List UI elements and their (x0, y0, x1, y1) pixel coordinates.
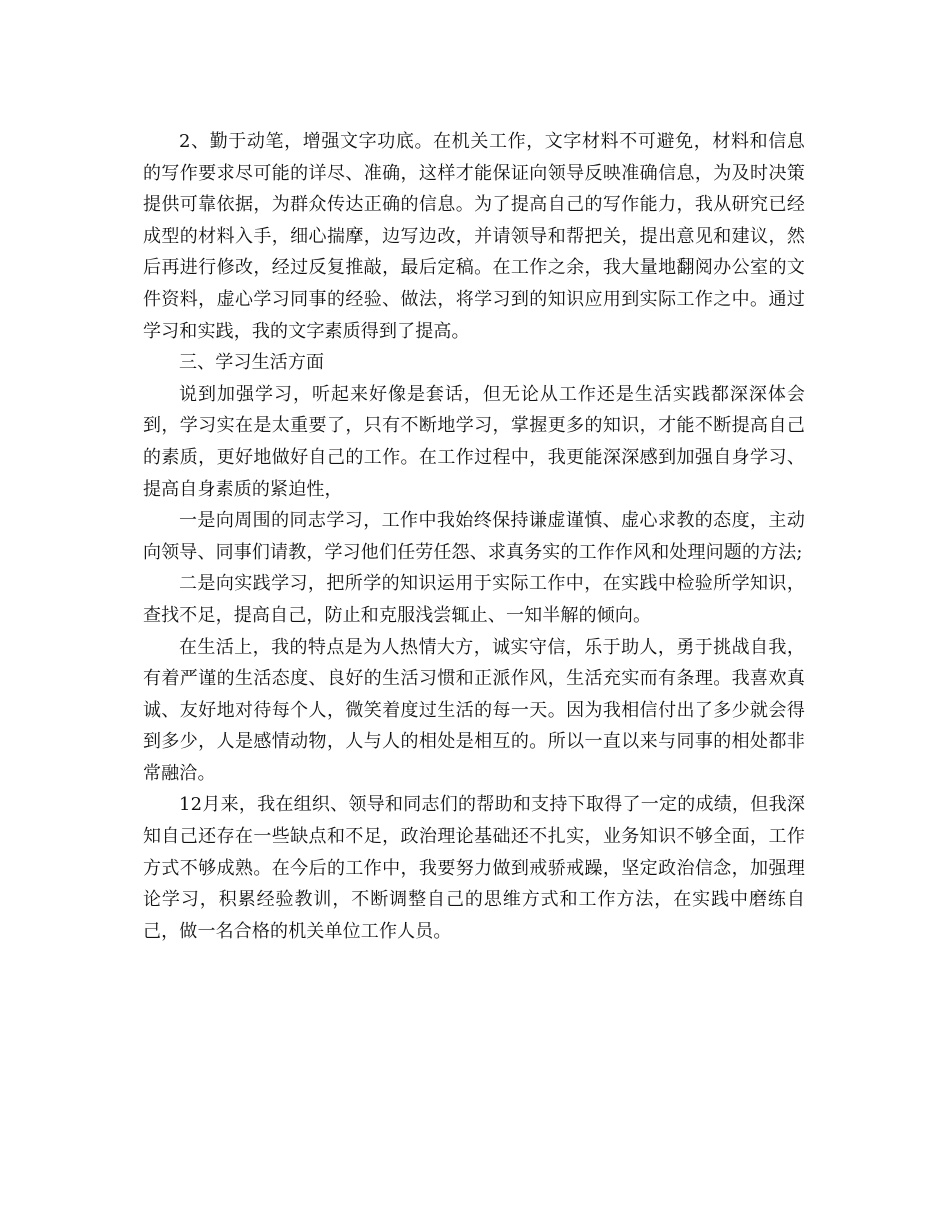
paragraph-writing-skills: 2、勤于动笔，增强文字功底。在机关工作，文字材料不可避免，材料和信息的写作要求尽可能的详尽、准确，这样才能保证向领导反映准确信息，为及时决策提供可靠依据，为群众传达正确的信息。为了提高自己的写作能力，我从研究已经成型的材料入手，细心揣摩，边写边改，并请领导和帮把关，提出意见和建议，然后再进行修改，经过反复推敲，最后定稿。在工作之余，我大量地翻阅办公室的文件资料，虚心学习同事的经验、做法，将学习到的知识应用到实际工作之中。通过学习和实践，我的文字素质得到了提高。 (143, 131, 805, 342)
paragraph-learn-from-colleagues: 一是向周围的同志学习，工作中我始终保持谦虚谨慎、虚心求教的态度，主动向领导、同事们请教，学习他们任劳任怨、求真务实的工作作风和处理问题的方法; (143, 510, 805, 563)
paragraph-personal-life: 在生活上，我的特点是为人热情大方，诚实守信，乐于助人，勇于挑战自我，有着严谨的生活态度、良好的生活习惯和正派作风，生活充实而有条理。我喜欢真诚、友好地对待每个人，微笑着度过生活的每一天。因为我相信付出了多少就会得到多少，人是感情动物，人与人的相处是相互的。所以一直以来与同事的相处都非常融洽。 (143, 636, 805, 784)
paragraph-importance-of-study: 说到加强学习，听起来好像是套话，但无论从工作还是生活实践都深深体会到，学习实在是太重要了，只有不断地学习，掌握更多的知识，才能不断提高自己的素质，更好地做好自己的工作。在工作过程中，我更能深深感到加强自身学习、提高自身素质的紧迫性， (143, 383, 805, 500)
paragraph-learn-from-practice: 二是向实践学习，把所学的知识运用于实际工作中，在实践中检验所学知识，查找不足，提高自己，防止和克服浅尝辄止、一知半解的倾向。 (143, 573, 805, 626)
paragraph-summary: 12月来，我在组织、领导和同志们的帮助和支持下取得了一定的成绩，但我深知自己还存在一些缺点和不足，政治理论基础还不扎实，业务知识不够全面，工作方式不够成熟。在今后的工作中，我要努力做到戒骄戒躁，坚定政治信念，加强理论学习，积累经验教训，不断调整自己的思维方式和工作方法，在实践中磨练自己，做一名合格的机关单位工作人员。 (143, 794, 805, 942)
section-heading-study-life: 三、学习生活方面 (179, 352, 325, 374)
